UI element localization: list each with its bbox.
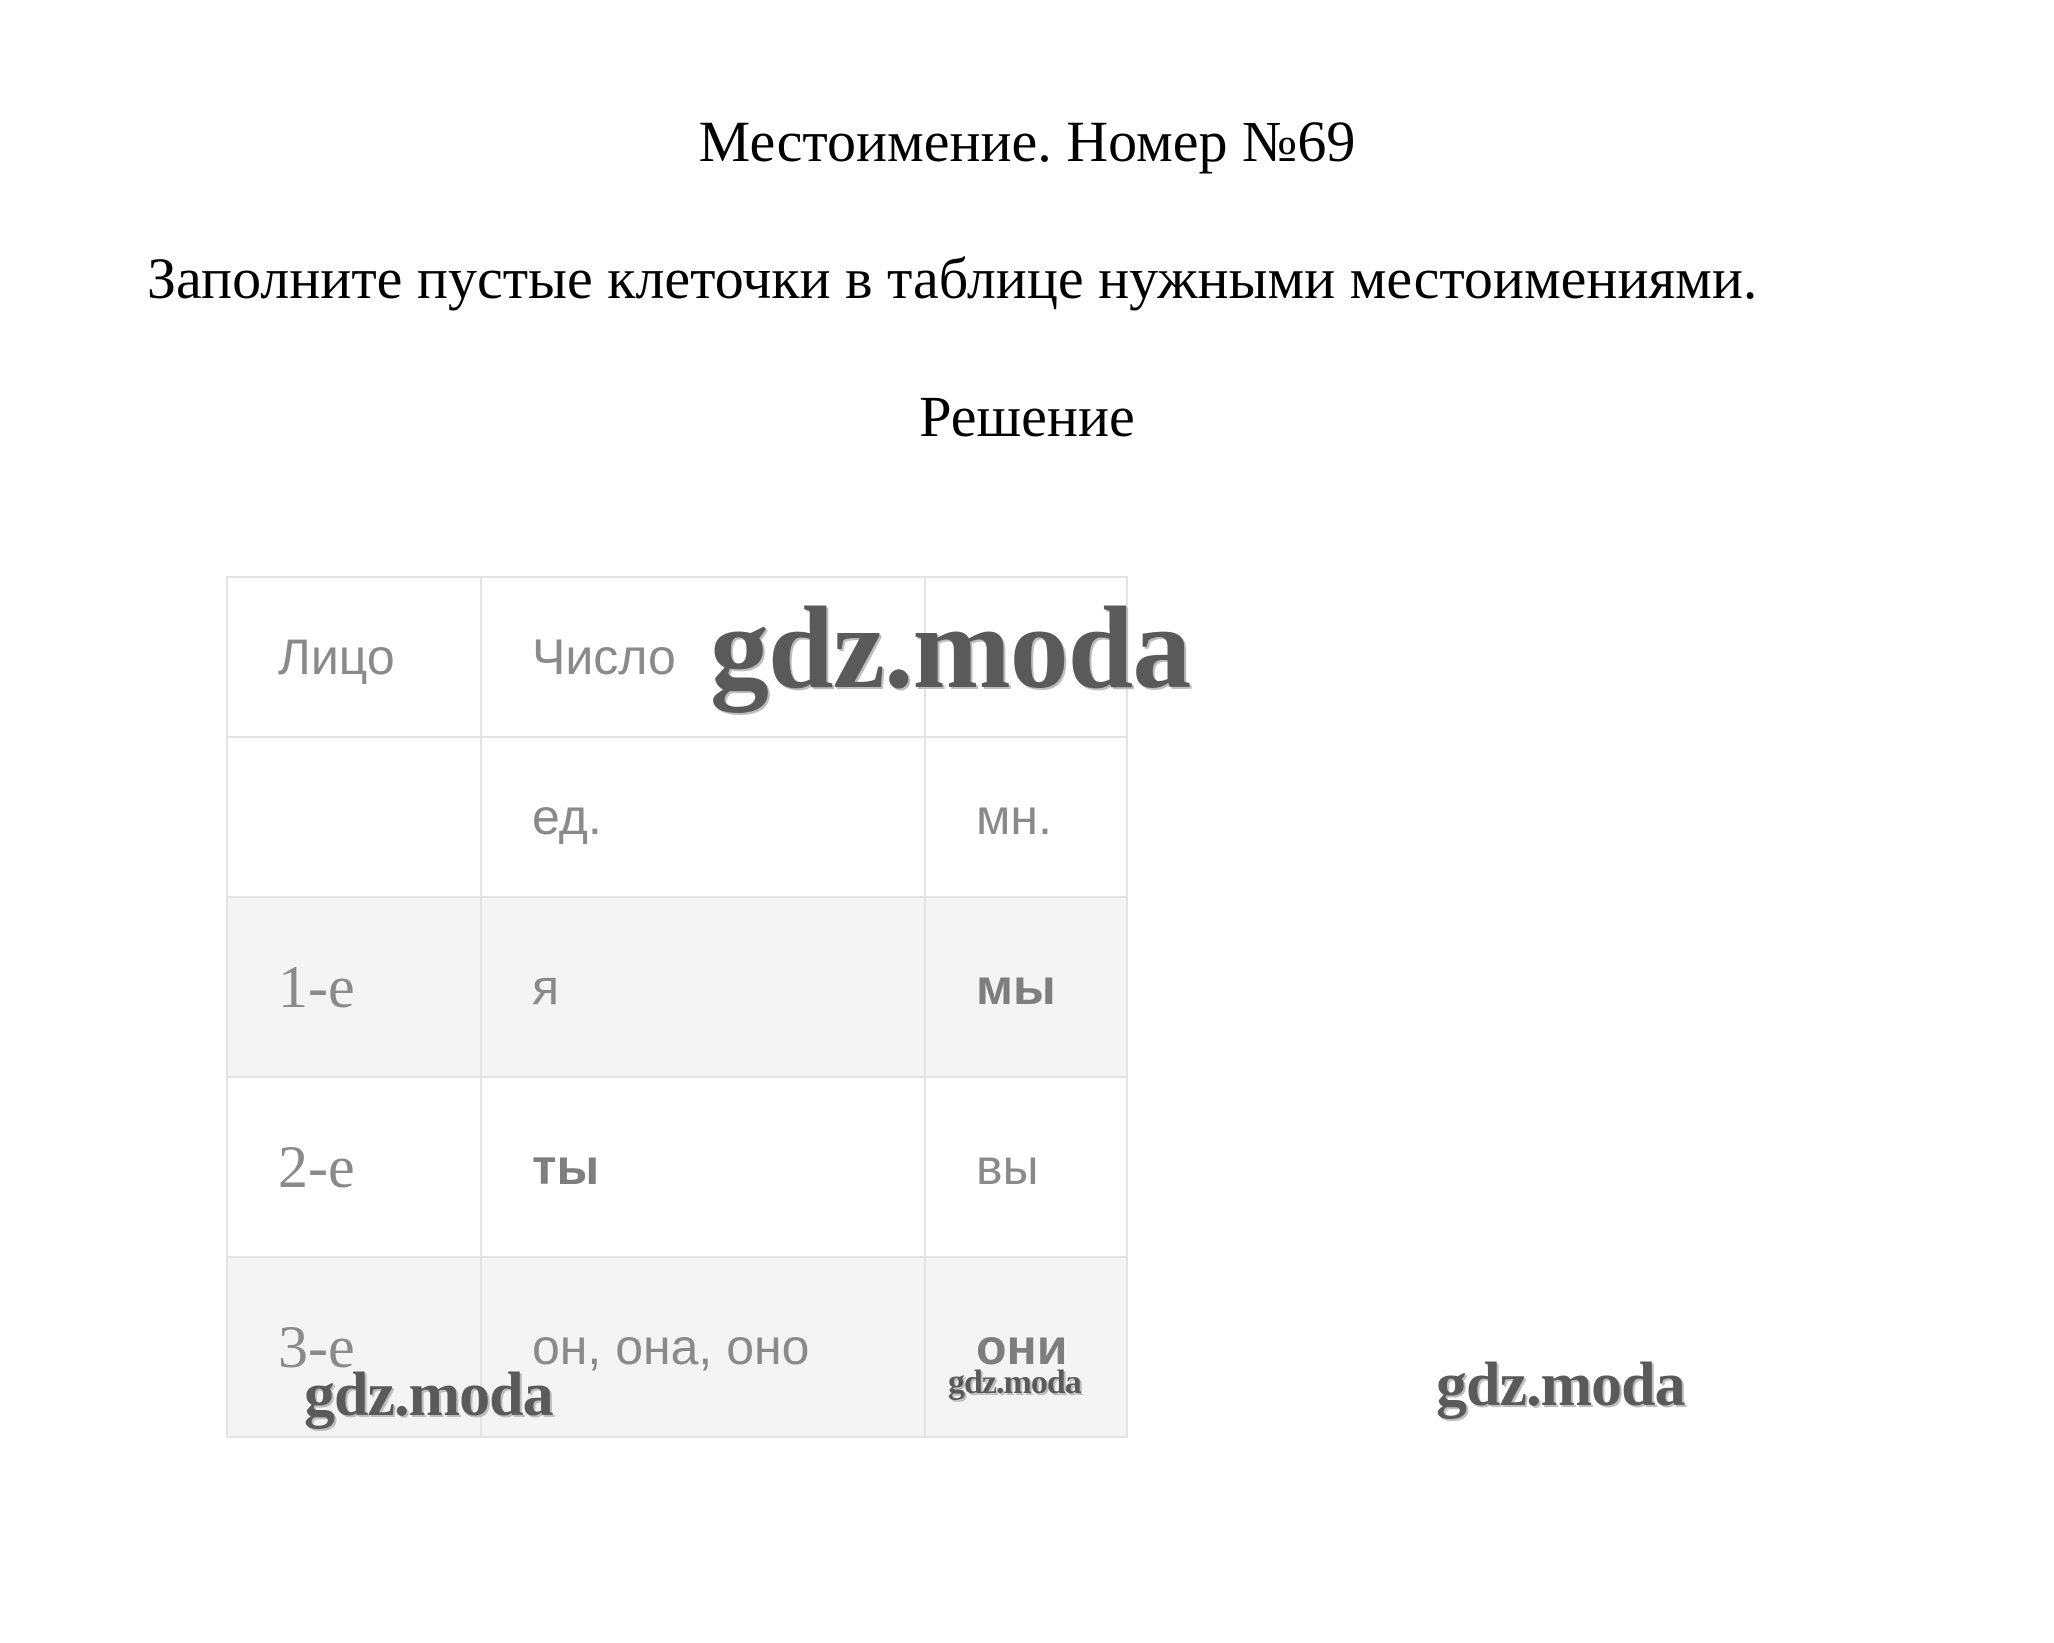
watermark-logo: gdz.moda (948, 1364, 1081, 1401)
header-number: Число (481, 577, 925, 737)
subheader-empty (227, 737, 481, 897)
table-subheader-row (227, 737, 1127, 897)
row-person: 3-е (227, 1257, 481, 1437)
row-singular: я (481, 897, 925, 1077)
page-title: Местоимение. Номер №69 (698, 109, 1356, 174)
table-row (227, 1077, 1127, 1257)
task-text: Заполните пустые клеточки в таблице нужными местоимениями. (147, 246, 1758, 311)
row-singular: ты (481, 1077, 925, 1257)
solution-heading: Решение (919, 384, 1135, 449)
subheader-plural: мн. (925, 737, 1127, 897)
header-person: Лицо (227, 577, 481, 737)
row-plural: мы (925, 897, 1127, 1077)
row-person: 2-е (227, 1077, 481, 1257)
watermark-logo: gdz.moda (304, 1361, 553, 1429)
row-plural: они (925, 1257, 1127, 1437)
row-plural: вы (925, 1077, 1127, 1257)
table-row (227, 897, 1127, 1077)
row-singular: он, она, оно (481, 1257, 925, 1437)
watermark-logo: gdz.moda (710, 582, 1191, 713)
subheader-singular: ед. (481, 737, 925, 897)
watermark-logo: gdz.moda (1436, 1351, 1685, 1419)
row-person: 1-е (227, 897, 481, 1077)
